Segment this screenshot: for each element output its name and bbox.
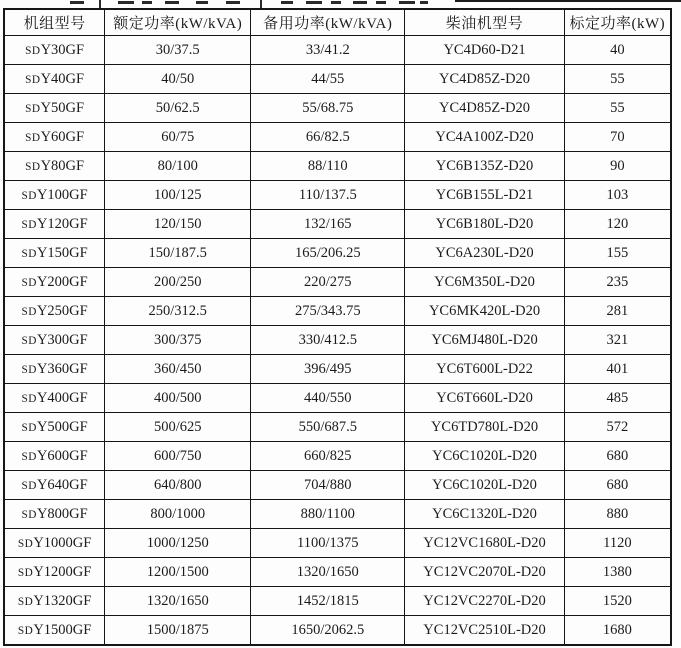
table-row <box>4 529 671 558</box>
table-cell: 281 <box>564 297 671 326</box>
table-cell: 1100/1375 <box>251 529 405 558</box>
table-cell: YC6TD780L-D20 <box>405 413 564 442</box>
column-header: 机组型号 <box>4 9 105 36</box>
table-cell: SDY120GF <box>4 210 105 239</box>
table-cell: SDY800GF <box>4 500 105 529</box>
table-cell: YC6T600L-D22 <box>405 355 564 384</box>
table-row <box>4 384 671 413</box>
cropped-rule-fragment <box>455 0 681 2</box>
table-cell: 120 <box>564 210 671 239</box>
table-cell: 400/500 <box>105 384 251 413</box>
header-row <box>4 9 671 36</box>
table-cell: 640/800 <box>105 471 251 500</box>
table-cell: 1380 <box>564 558 671 587</box>
table-cell: 120/150 <box>105 210 251 239</box>
table-row <box>4 152 671 181</box>
table-cell: 1320/1650 <box>105 587 251 616</box>
table-cell: SDY360GF <box>4 355 105 384</box>
table-cell: 165/206.25 <box>251 239 405 268</box>
table-cell: YC6T660L-D20 <box>405 384 564 413</box>
table-row <box>4 471 671 500</box>
table-cell: 680 <box>564 471 671 500</box>
table-cell: 360/450 <box>105 355 251 384</box>
table-cell: 1520 <box>564 587 671 616</box>
table-cell: YC6C1320L-D20 <box>405 500 564 529</box>
table-cell: SDY500GF <box>4 413 105 442</box>
table-row <box>4 500 671 529</box>
table-cell: 800/1000 <box>105 500 251 529</box>
table-cell: YC4D60-D21 <box>405 36 564 65</box>
column-header: 备用功率(kW/kVA) <box>251 9 405 36</box>
table-cell: 1000/1250 <box>105 529 251 558</box>
table-cell: YC12VC2070L-D20 <box>405 558 564 587</box>
table-cell: SDY60GF <box>4 123 105 152</box>
table-row <box>4 36 671 65</box>
table-cell: SDY250GF <box>4 297 105 326</box>
table-row <box>4 94 671 123</box>
table-cell: YC6C1020L-D20 <box>405 471 564 500</box>
column-header: 标定功率(kW) <box>564 9 671 36</box>
table-cell: 396/495 <box>251 355 405 384</box>
table-cell: YC6B135Z-D20 <box>405 152 564 181</box>
table-cell: 55 <box>564 94 671 123</box>
table-cell: YC4A100Z-D20 <box>405 123 564 152</box>
table-cell: 1320/1650 <box>251 558 405 587</box>
table-cell: 60/75 <box>105 123 251 152</box>
table-cell: YC12VC2270L-D20 <box>405 587 564 616</box>
table-cell: 485 <box>564 384 671 413</box>
table-cell: 680 <box>564 442 671 471</box>
table-cell: 1200/1500 <box>105 558 251 587</box>
table-cell: 90 <box>564 152 671 181</box>
table-cell: SDY1320GF <box>4 587 105 616</box>
table-cell: 600/750 <box>105 442 251 471</box>
table-row <box>4 616 671 646</box>
table-cell: 250/312.5 <box>105 297 251 326</box>
table-cell: SDY80GF <box>4 152 105 181</box>
table-cell: 300/375 <box>105 326 251 355</box>
table-cell: SDY640GF <box>4 471 105 500</box>
table-cell: SDY150GF <box>4 239 105 268</box>
table-row <box>4 355 671 384</box>
table-header <box>4 9 671 36</box>
table-cell: 550/687.5 <box>251 413 405 442</box>
table-cell: YC6B180L-D20 <box>405 210 564 239</box>
table-row <box>4 181 671 210</box>
table-cell: 880/1100 <box>251 500 405 529</box>
table-cell: 132/165 <box>251 210 405 239</box>
table-cell: 321 <box>564 326 671 355</box>
table-cell: 150/187.5 <box>105 239 251 268</box>
table-cell: 200/250 <box>105 268 251 297</box>
table-cell: 80/100 <box>105 152 251 181</box>
table-cell: 155 <box>564 239 671 268</box>
table-cell: 1680 <box>564 616 671 646</box>
table-cell: 40/50 <box>105 65 251 94</box>
table-cell: 66/82.5 <box>251 123 405 152</box>
table-cell: SDY40GF <box>4 65 105 94</box>
table-cell: SDY400GF <box>4 384 105 413</box>
table-cell: 30/37.5 <box>105 36 251 65</box>
table-cell: 220/275 <box>251 268 405 297</box>
genset-spec-table <box>3 8 672 646</box>
table-cell: YC6B155L-D21 <box>405 181 564 210</box>
table-row <box>4 123 671 152</box>
column-header: 额定功率(kW/kVA) <box>105 9 251 36</box>
table-cell: YC12VC1680L-D20 <box>405 529 564 558</box>
table-cell: SDY1000GF <box>4 529 105 558</box>
table-row <box>4 587 671 616</box>
table-cell: YC6MJ480L-D20 <box>405 326 564 355</box>
table-cell: 660/825 <box>251 442 405 471</box>
table-cell: 70 <box>564 123 671 152</box>
table-cell: 55 <box>564 65 671 94</box>
table-cell: 55/68.75 <box>251 94 405 123</box>
table-row <box>4 268 671 297</box>
table-row <box>4 210 671 239</box>
table-cell: YC6A230L-D20 <box>405 239 564 268</box>
table-cell: 704/880 <box>251 471 405 500</box>
table-row <box>4 413 671 442</box>
table-cell: YC6C1020L-D20 <box>405 442 564 471</box>
table-cell: YC12VC2510L-D20 <box>405 616 564 646</box>
table-cell: 50/62.5 <box>105 94 251 123</box>
table-cell: 103 <box>564 181 671 210</box>
table-row <box>4 442 671 471</box>
table-cell: 1650/2062.5 <box>251 616 405 646</box>
table-cell: 572 <box>564 413 671 442</box>
table-body <box>4 36 671 646</box>
cropped-title-fragments <box>0 0 681 8</box>
table-cell: SDY30GF <box>4 36 105 65</box>
table-cell: 275/343.75 <box>251 297 405 326</box>
table-cell: 100/125 <box>105 181 251 210</box>
table-cell: 440/550 <box>251 384 405 413</box>
table-cell: 1120 <box>564 529 671 558</box>
table-row <box>4 65 671 94</box>
table-cell: 1452/1815 <box>251 587 405 616</box>
table-cell: 33/41.2 <box>251 36 405 65</box>
table-cell: SDY50GF <box>4 94 105 123</box>
table-cell: SDY300GF <box>4 326 105 355</box>
table-cell: 500/625 <box>105 413 251 442</box>
table-cell: 40 <box>564 36 671 65</box>
column-header: 柴油机型号 <box>405 9 564 36</box>
table-cell: SDY1500GF <box>4 616 105 646</box>
table-cell: 88/110 <box>251 152 405 181</box>
table-cell: SDY1200GF <box>4 558 105 587</box>
table-cell: 880 <box>564 500 671 529</box>
table-row <box>4 297 671 326</box>
table-cell: YC4D85Z-D20 <box>405 94 564 123</box>
table-row <box>4 239 671 268</box>
table-cell: SDY100GF <box>4 181 105 210</box>
table-row <box>4 326 671 355</box>
table-cell: 330/412.5 <box>251 326 405 355</box>
table-cell: SDY600GF <box>4 442 105 471</box>
table-cell: 110/137.5 <box>251 181 405 210</box>
table-cell: 401 <box>564 355 671 384</box>
table-cell: 44/55 <box>251 65 405 94</box>
table-cell: YC6MK420L-D20 <box>405 297 564 326</box>
table-row <box>4 558 671 587</box>
table-cell: 1500/1875 <box>105 616 251 646</box>
table-cell: 235 <box>564 268 671 297</box>
table-cell: YC4D85Z-D20 <box>405 65 564 94</box>
table-cell: SDY200GF <box>4 268 105 297</box>
table-cell: YC6M350L-D20 <box>405 268 564 297</box>
